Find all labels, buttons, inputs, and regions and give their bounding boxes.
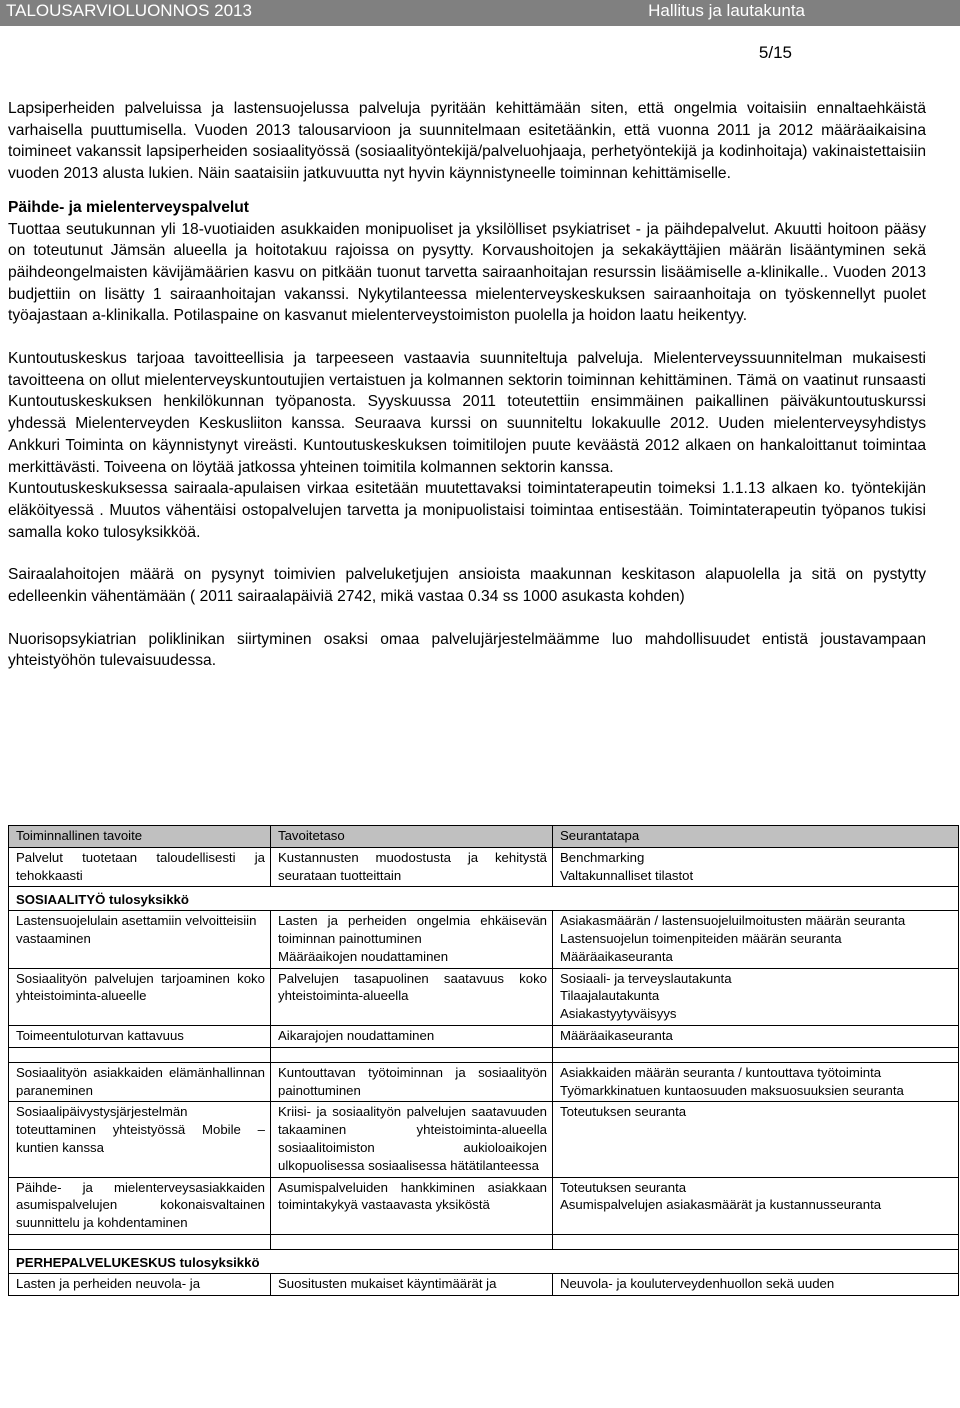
- table-row: [9, 1025, 959, 1047]
- paragraph-lapsiperheet: Lapsiperheiden palveluissa ja lastensuojelussa palveluja pyritään kehittämään siten, että ongelmia voitaisiin ennaltaehkäistä varhaisella puuttumisella. Vuoden 2013 talousarvioon ja suunnitelmaan esitetäänkin, että vuonna 2011 ja 2012 määräaikaisina toimineet vakanssit lapsiperheiden sosiaalityössä (sosiaalityöntekijä/palveluohjaaja, perhetyöntekijä ja kodinhoitaja) vakinaistettaisiin vuoden 2013 alusta lukien. Näin saataisiin jatkuvuutta nyt hyvin käynnistyneelle toiminnan kehittämiselle.: [8, 100, 926, 183]
- table-cell: Sosiaalityön asiakkaiden elämänhallinnan paraneminen: [9, 1062, 271, 1102]
- heading-paihde: Päihde- ja mielenterveyspalvelut: [8, 198, 249, 216]
- table-header-row: [9, 826, 959, 848]
- table-cell: Sosiaalipäivystysjärjestelmän toteuttaminen yhteistyössä Mobile –kuntien kanssa: [9, 1102, 271, 1177]
- table-row: [9, 847, 959, 887]
- goals-table: [8, 825, 959, 1296]
- table-cell: Lasten ja perheiden neuvola- ja: [9, 1273, 271, 1295]
- table-cell: Palvelut tuotetaan taloudellisesti ja tehokkaasti: [9, 847, 271, 887]
- table-cell: Kustannusten muodostusta ja kehitystä seurataan tuotteittain: [271, 847, 553, 887]
- section-title-sosiaalityo: SOSIAALITYÖ tulosyksikkö: [9, 887, 959, 911]
- section-title-perhepalvelukeskus: PERHEPALVELUKESKUS tulosyksikkö: [9, 1249, 959, 1273]
- table-cell: Suositusten mukaiset käyntimäärät ja: [271, 1273, 553, 1295]
- table-cell: Sosiaalityön palvelujen tarjoaminen koko yhteistoiminta-alueelle: [9, 968, 271, 1025]
- table-row: [9, 1273, 959, 1295]
- paragraph-nuorisopsykiatria: Nuorisopsykiatrian poliklinikan siirtyminen osaksi omaa palvelujärjestelmäämme luo mahdollisuudet entistä joustavampaan yhteistyöhön tulevaisuudessa.: [8, 630, 926, 670]
- table-cell: Toteutuksen seuranta: [553, 1102, 959, 1177]
- table-cell: Asiakasmäärän / lastensuojeluilmoitusten määrän seuranta Lastensuojelun toimenpiteiden määrän seuranta Määräaikaseuranta: [553, 911, 959, 968]
- table-cell: Palvelujen tasapuolinen saatavuus koko yhteistoiminta-alueella: [271, 968, 553, 1025]
- table-row: [9, 911, 959, 968]
- table-cell: Sosiaali- ja terveyslautakunta Tilaajalautakunta Asiakastyytyväisyys: [553, 968, 959, 1025]
- table-cell: Lastensuojelulain asettamiin velvoitteisiin vastaaminen: [9, 911, 271, 968]
- header-organization: Hallitus ja lautakunta: [648, 1, 805, 20]
- table-cell: Asiakkaiden määrän seuranta / kuntouttava työtoiminta Työmarkkinatuen kuntaosuuden maksuosuuksien seuranta: [553, 1062, 959, 1102]
- document-body: [8, 98, 926, 672]
- page-header: [0, 0, 960, 26]
- table-row: [9, 1102, 959, 1177]
- table-cell: Aikarajojen noudattaminen: [271, 1025, 553, 1047]
- table-cell: Päihde- ja mielenterveysasiakkaiden asumispalvelujen kokonaisvaltainen suunnittelu ja kohdentaminen: [9, 1177, 271, 1234]
- page-number: 5/15: [758, 43, 792, 62]
- paragraph-paihde: Tuottaa seutukunnan yli 18-vuotiaiden asukkaiden monipuoliset ja yksilölliset psykiatriset - ja päihdepalvelut. Akuutti hoitoon pääsy on toteutunut Jämsän alueella ja hoitotakuu rajoissa on pysytty. Korvaushoitojen ja sekakäyttäjien määrän lisääntyminen sekä päihdeongelmaisten kävijämäärien kasvu on pitkään tuonut tarvetta sairaanhoitajan resurssin lisäämiselle a-klinikalle.. Vuoden 2013 budjettiin on lisätty 1 sairaanhoitajan vakanssi. Nykytilanteessa mielenterveyskeskuksen sairaanhoitaja on työskennellyt puolet työajastaan a-klinikalla. Potilaspaine on kasvanut mielenterveystoimiston puolella ja hoidon laatu heikentyy.: [8, 220, 926, 325]
- table-cell: Neuvola- ja kouluterveydenhuollon sekä uuden: [553, 1273, 959, 1295]
- table-cell: Lasten ja perheiden ongelmia ehkäisevän toiminnan painottuminen Määräaikojen noudattaminen: [271, 911, 553, 968]
- section-row: [9, 1249, 959, 1273]
- table-row: [9, 1062, 959, 1102]
- table-row: [9, 1177, 959, 1234]
- table-cell: Toimeentuloturvan kattavuus: [9, 1025, 271, 1047]
- column-header: Seurantatapa: [553, 826, 959, 848]
- table-cell: Benchmarking Valtakunnalliset tilastot: [553, 847, 959, 887]
- table-cell: Määräaikaseuranta: [553, 1025, 959, 1047]
- table-cell: Asumispalveluiden hankkiminen asiakkaan toimintakykyä vastaavasta yksiköstä: [271, 1177, 553, 1234]
- paragraph-kuntoutuskeskus: Kuntoutuskeskus tarjoaa tavoitteellisia ja tarpeeseen vastaavia suunniteltuja palveluja. Mielenterveyssuunnitelman mukaisesti tavoitteena on ollut mielenterveyskuntoutujien vertaistuen ja kolmannen sektorin toiminnan kehittäminen. Tämä on vaatinut runsaasti Kuntoutuskeskuksen henkilökunnan työpanosta. Syyskuussa 2011 toteutettiin ensimmäinen paikallinen päiväkuntoutuskurssi yhdessä Mielenterveyden Keskusliiton kanssa. Seuraava kurssi on suunniteltu lokakuulle 2012. Uuden mielenterveysyhdistys Ankkuri Toiminta on käynnistynyt vireästi. Kuntoutuskeskuksen toimitilojen puute keväästä 2012 alkaen on hankaloittanut toimintaa merkittävästi. Toiveena on löytää jatkossa yhteinen toimitila kolmannen sektorin kanssa.: [8, 350, 926, 476]
- table-cell: Kuntouttavan työtoiminnan ja sosiaalityön painottuminen: [271, 1062, 553, 1102]
- paragraph-sairaalahoito: Sairaalahoitojen määrä on pysynyt toimivien palveluketjujen ansioista maakunnan keskitason alapuolella ja sitä on pystytty edelleenkin vähentämään ( 2011 sairaalapäiviä 2742, mikä vastaa 0.34 ss 1000 asukasta kohden): [8, 566, 926, 606]
- section-row: [9, 887, 959, 911]
- document-title: TALOUSARVIOLUONNOS 2013: [6, 1, 252, 20]
- table-row: [9, 968, 959, 1025]
- column-header: Toiminnallinen tavoite: [9, 826, 271, 848]
- paragraph-toimintaterapeutti: Kuntoutuskeskuksessa sairaala-apulaisen virkaa esitetään muutettavaksi toimintaterapeutin toimeksi 1.1.13 alkaen ko. työntekijän eläköityessä . Muutos vähentäisi ostopalvelujen tarvetta ja monipuolistaisi toimintaa entisestään. Toimintaterapeutin työpanos tukisi samalla koko tulosyksikköä.: [8, 480, 926, 541]
- column-header: Tavoitetaso: [271, 826, 553, 848]
- table-cell: Kriisi- ja sosiaalityön palvelujen saatavuuden takaaminen yhteistoiminta-alueella sosiaalitoimiston aukioloaikojen ulkopuolisessa sosiaalisessa hätätilanteessa: [271, 1102, 553, 1177]
- table-cell: Toteutuksen seuranta Asumispalvelujen asiakasmäärät ja kustannusseuranta: [553, 1177, 959, 1234]
